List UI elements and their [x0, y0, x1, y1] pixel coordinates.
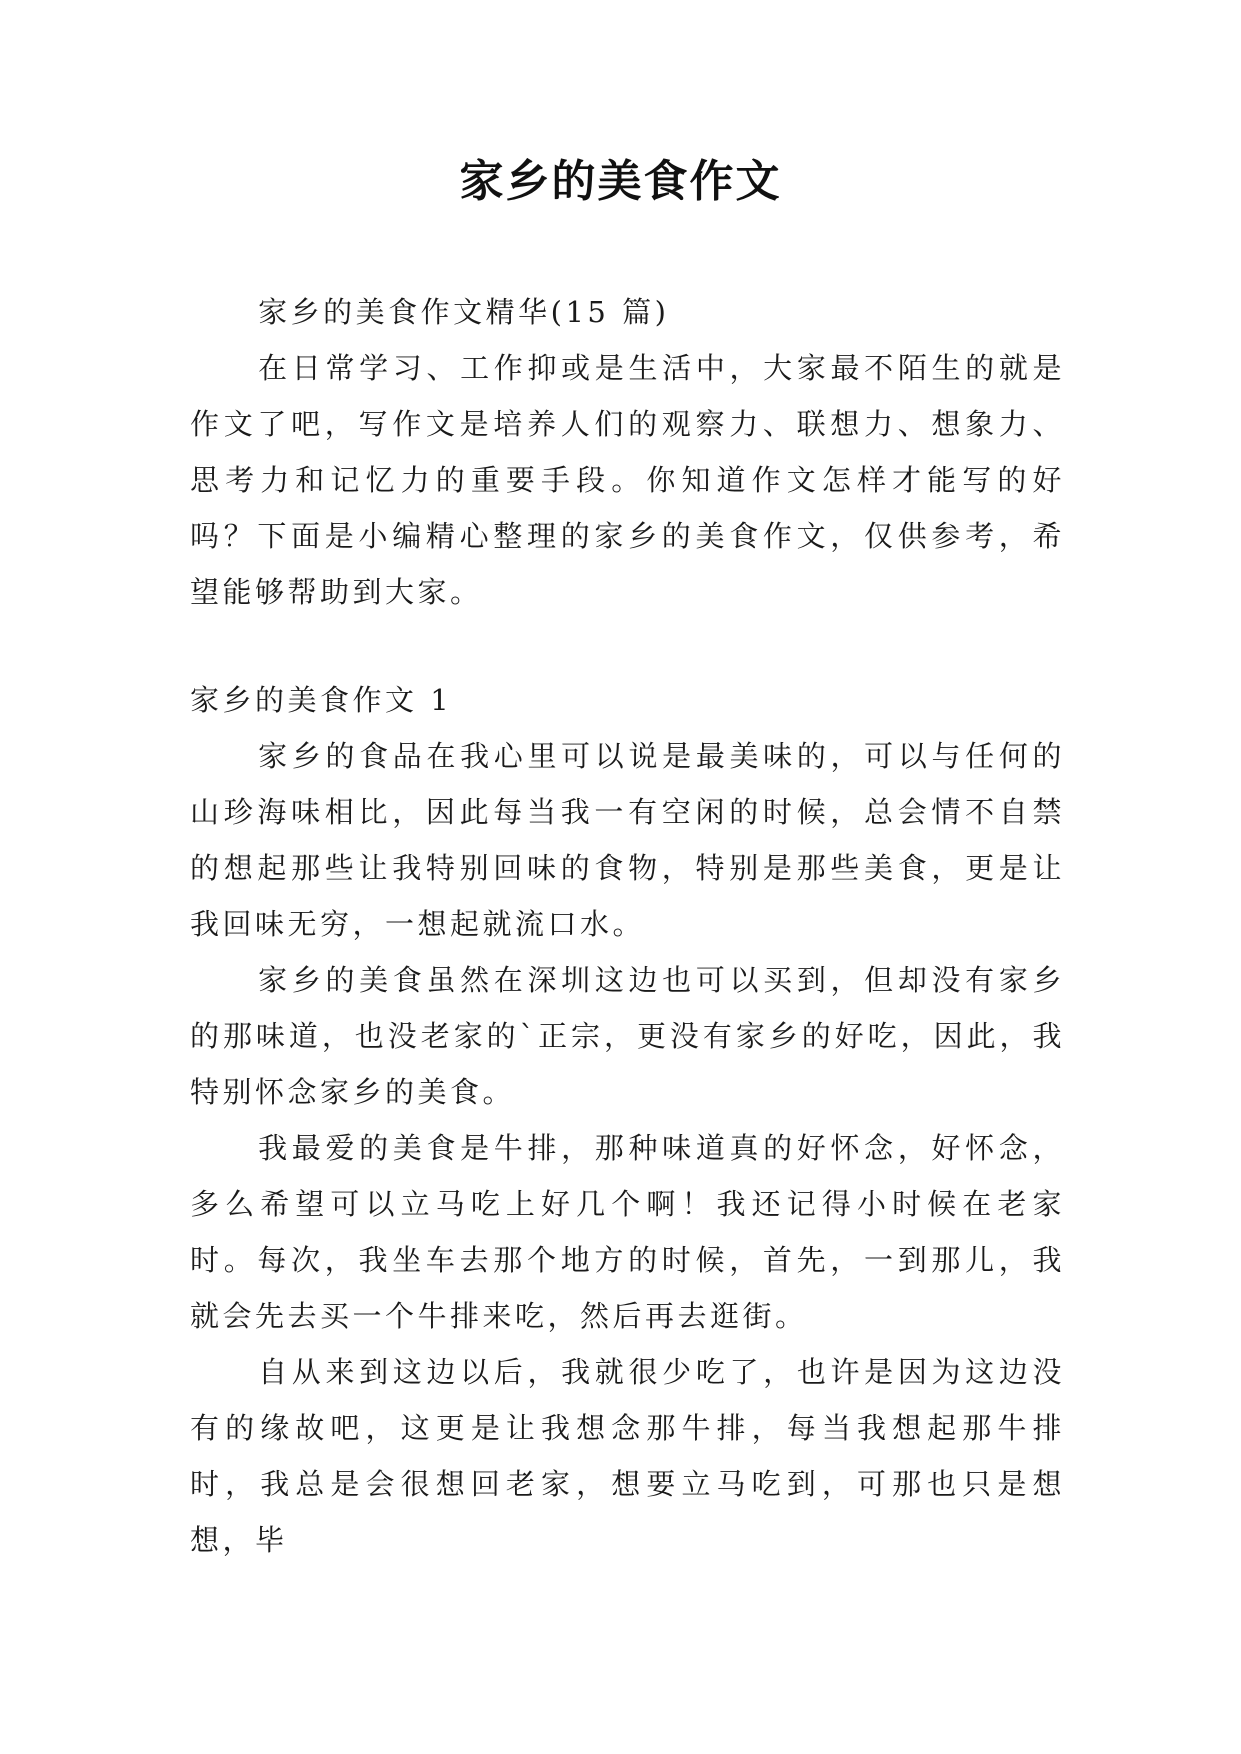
essay-paragraph: 自从来到这边以后，我就很少吃了，也许是因为这边没有的缘故吧，这更是让我想念那牛排，每当我想起那牛排时，我总是会很想回老家，想要立马吃到，可那也只是想想，毕	[190, 1355, 1065, 1557]
essay-paragraph: 我最爱的美食是牛排，那种味道真的好怀念，好怀念，多么希望可以立马吃上好几个啊！我还记得小时候在老家时。每次，我坐车去那个地方的时候，首先，一到那儿，我就会先去买一个牛排来吃，然后再去逛街。	[190, 1131, 1065, 1333]
essay-heading: 家乡的美食作文 1	[190, 683, 453, 717]
document-title: 家乡的美食作文	[459, 156, 782, 207]
document-subtitle: 家乡的美食作文精华(15 篇)	[258, 295, 670, 329]
intro-paragraph: 在日常学习、工作抑或是生活中，大家最不陌生的就是作文了吧，写作文是培养人们的观察力、联想力、想象力、思考力和记忆力的重要手段。你知道作文怎样才能写的好吗？下面是小编精心整理的家乡的美食作文，仅供参考，希望能够帮助到大家。	[190, 351, 1065, 609]
essay-paragraph: 家乡的美食虽然在深圳这边也可以买到，但却没有家乡的那味道，也没老家的`正宗，更没有家乡的好吃，因此，我特别怀念家乡的美食。	[190, 963, 1065, 1109]
essay-paragraph: 家乡的食品在我心里可以说是最美味的，可以与任何的山珍海味相比，因此每当我一有空闲的时候，总会情不自禁的想起那些让我特别回味的食物，特别是那些美食，更是让我回味无穷，一想起就流口水。	[190, 739, 1065, 941]
document-body	[190, 284, 1065, 1568]
